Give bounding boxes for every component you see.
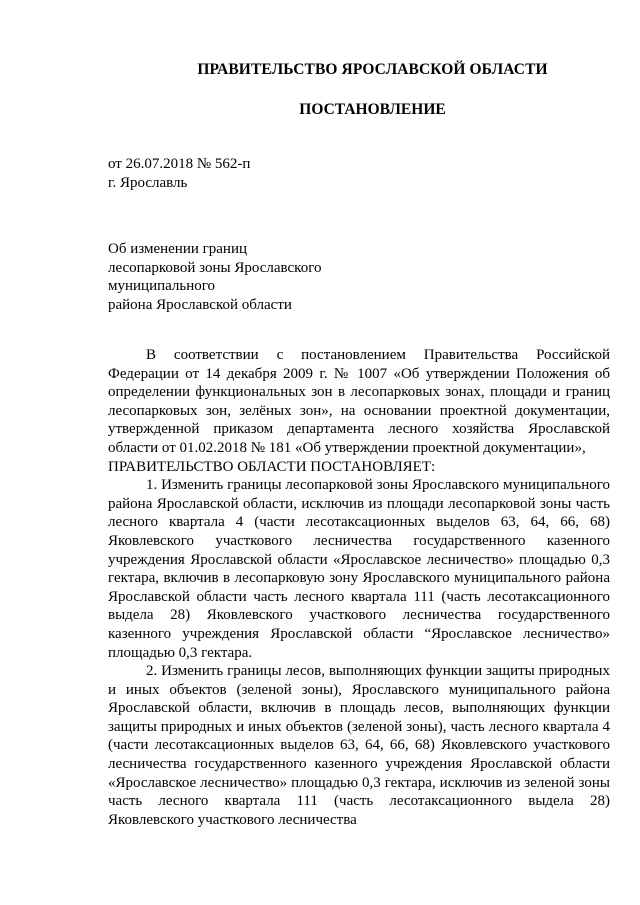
- subject-line: лесопарковой зоны Ярославского: [108, 259, 322, 276]
- subject-line: района Ярославской области: [108, 296, 292, 313]
- date-number: от 26.07.2018 № 562-п: [108, 156, 251, 172]
- item-1-paragraph: 1. Изменить границы лесопарковой зоны Ярославского муниципального района Ярославской области, исключив из площади лесопарковой зоны часть лесного квартала 4 (части лесотаксационных выделов 63, 64, 66, 68) Яковлевского участкового лесничества государственного казенного учреждения Ярославской области «Ярославское лесничество» площадью 0,3 гектара, включив в лесопарковую зону Ярославского муниципального района Ярославской области часть лесного квартала 111 (часть лесотаксационного выдела 28) Яковлевского участкового лесничества государственного казенного учреждения Ярославской области “Ярославское лесничество» площадью 0,3 гектара.: [108, 477, 610, 661]
- subject-line: Об изменении границ: [108, 241, 248, 257]
- preamble-paragraph: В соответствии с постановлением Правительства Российской Федерации от 14 декабря 2009 г. № 1007 «Об утверждении Положения об определении функциональных зон в лесопарковых зонах, площади и границ лесопарковых зон, зелёных зон», на основании проектной документации, утвержденной приказом департамента лесного хозяйства Ярославской области от 01.02.2018 № 181 «Об утверждении проектной документации»,: [108, 347, 610, 456]
- government-title: ПРАВИТЕЛЬСТВО ЯРОСЛАВСКОЙ ОБЛАСТИ: [197, 61, 548, 78]
- document-subject: [108, 240, 321, 314]
- document-type-title: ПОСТАНОВЛЕНИЕ: [299, 101, 446, 118]
- subject-line: муниципального: [108, 278, 216, 294]
- decree-line: ПРАВИТЕЛЬСТВО ОБЛАСТИ ПОСТАНОВЛЯЕТ:: [108, 458, 436, 475]
- item-2-paragraph: 2. Изменить границы лесов, выполняющих функции защиты природных и иных объектов (зеленой зоны), Ярославского муниципального района Ярославской области, включив в площадь лесов, выполняющих функции защиты природных и иных объектов (зеленой зоны), часть лесного квартала 4 (части лесотаксационных выделов 63, 64, 66, 68) Яковлевского участкового лесничества государственного казенного учреждения Ярославской области «Ярославское лесничество» площадью 0,3 гектара, исключив из зеленой зоны часть лесного квартала 111 (часть лесотаксационного выдела 28) Яковлевского участкового лесничества: [108, 663, 610, 828]
- document-meta: [108, 155, 250, 193]
- city: г. Ярославль: [108, 175, 188, 191]
- document-body: [108, 346, 610, 829]
